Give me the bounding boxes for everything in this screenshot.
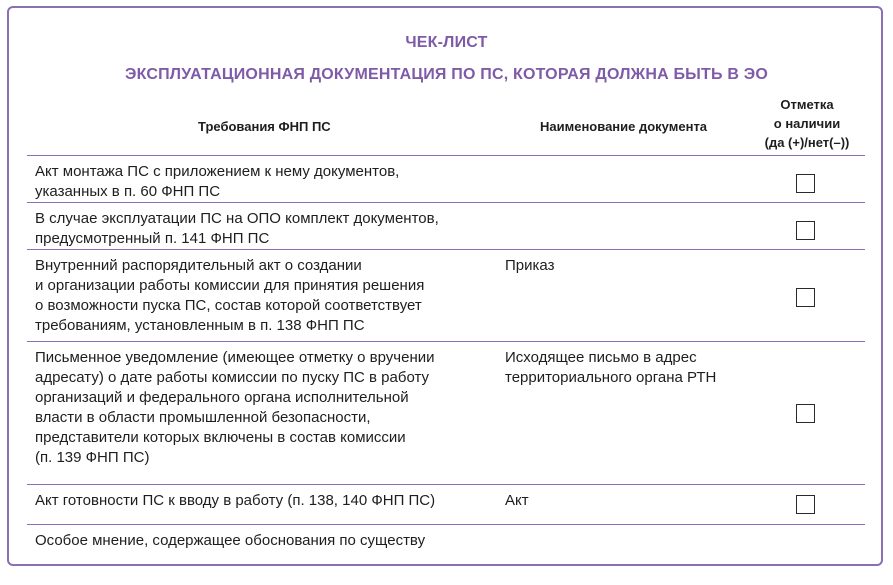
requirement-cell (35, 531, 490, 551)
requirement-cell (35, 162, 490, 202)
requirement-text-line: Акт монтажа ПС с приложением к нему документов, (35, 163, 400, 180)
requirement-cell (35, 348, 490, 468)
requirement-text-line: указанных в п. 60 ФНП ПС (35, 183, 221, 200)
table-row (27, 342, 865, 485)
document-name-line: территориального органа РТН (505, 369, 717, 386)
requirement-text-line: (п. 139 ФНП ПС) (35, 449, 150, 466)
requirement-text-line: и организации работы комиссии для принятия решения (35, 277, 425, 294)
requirement-text-line: о возможности пуска ПС, состав которой соответствует (35, 297, 422, 314)
requirement-text-line: представители которых включены в состав комиссии (35, 429, 406, 446)
column-header-mark-line1: Отметка (780, 97, 834, 112)
requirement-text-line: власти в области промышленной безопасности, (35, 409, 371, 426)
document-name-line: Приказ (505, 257, 555, 274)
table-row (27, 525, 865, 585)
requirement-text-line: адресату) о дате работы комиссии по пуску ПС в работу (35, 369, 430, 386)
document-name-cell (505, 491, 765, 511)
document-name-line: Акт (505, 492, 529, 509)
requirement-cell (35, 256, 490, 336)
column-header-requirements: Требования ФНП ПС (198, 119, 331, 134)
requirement-text-line: предусмотренный п. 141 ФНП ПС (35, 230, 270, 247)
column-header-mark (752, 95, 862, 152)
column-header-document: Наименование документа (540, 119, 708, 134)
requirement-cell (35, 491, 490, 511)
table-row (27, 250, 865, 342)
requirement-cell (35, 209, 490, 249)
document-name-cell (505, 256, 765, 276)
presence-checkbox[interactable] (796, 221, 815, 240)
checklist-table (27, 156, 865, 585)
requirement-text-line: Внутренний распорядительный акт о создании (35, 257, 362, 274)
presence-checkbox[interactable] (796, 404, 815, 423)
requirement-text-line: организаций и федерального органа исполнительной (35, 389, 409, 406)
table-row (27, 203, 865, 250)
column-header-mark-line3: (да (+)/нет(–)) (764, 135, 850, 150)
requirement-text-line: Особое мнение, содержащее обоснования по существу (35, 532, 426, 549)
table-row (27, 485, 865, 525)
requirement-text-line: Письменное уведомление (имеющее отметку о вручении (35, 349, 435, 366)
document-name-cell (505, 348, 765, 388)
column-header-mark-line2: о наличии (773, 116, 841, 131)
requirement-text-line: требованиям, установленным в п. 138 ФНП ПС (35, 317, 365, 334)
table-row (27, 156, 865, 203)
presence-checkbox[interactable] (796, 174, 815, 193)
document-name-line: Исходящее письмо в адрес (505, 349, 697, 366)
page-title: ЧЕК-ЛИСТ (405, 34, 488, 51)
presence-checkbox[interactable] (796, 288, 815, 307)
presence-checkbox[interactable] (796, 495, 815, 514)
requirement-text-line: Акт готовности ПС к вводу в работу (п. 138, 140 ФНП ПС) (35, 492, 436, 509)
requirement-text-line: В случае эксплуатации ПС на ОПО комплект документов, (35, 210, 439, 227)
page-subtitle: ЭКСПЛУАТАЦИОННАЯ ДОКУМЕНТАЦИЯ ПО ПС, КОТОРАЯ ДОЛЖНА БЫТЬ В ЭО (125, 66, 768, 83)
